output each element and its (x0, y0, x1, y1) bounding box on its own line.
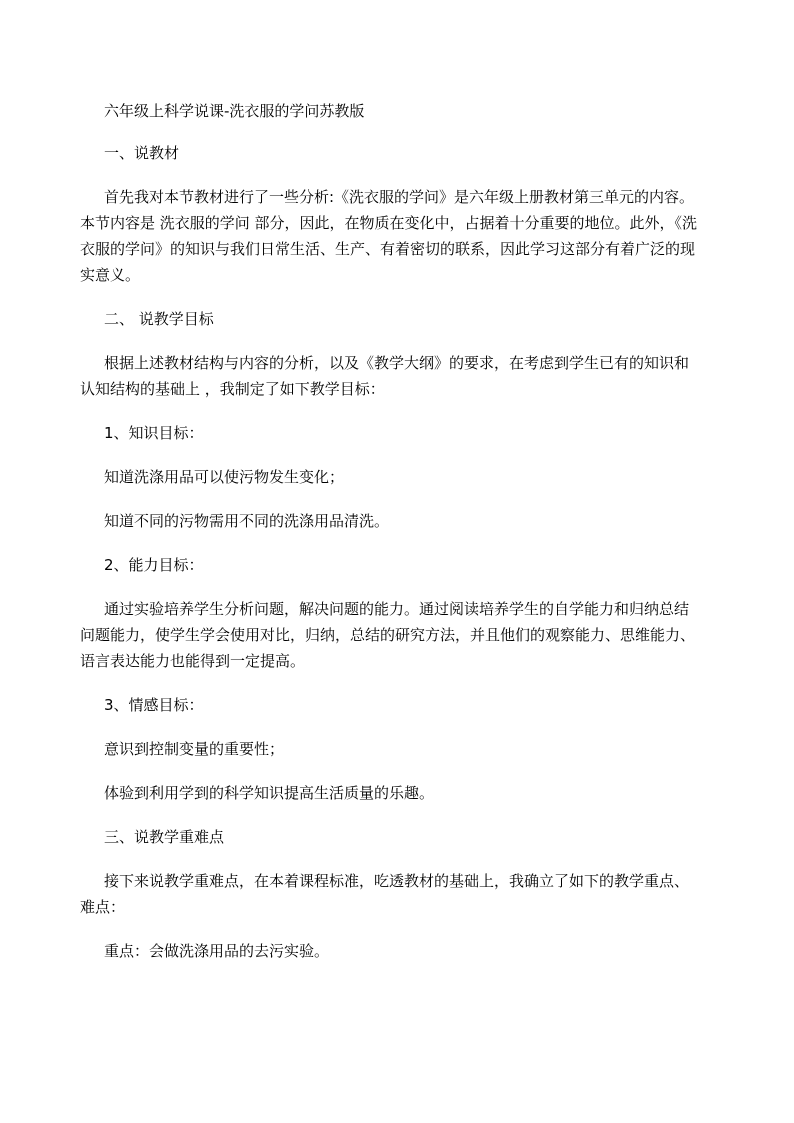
paragraph-key-difficulties (80, 868, 724, 920)
document-content (80, 98, 724, 982)
paragraph-line: 衣服的学问》的知识与我们日常生活、生产、有着密切的联系，因此学习这部分有着广泛的现 (80, 240, 696, 258)
paragraph-line: 接下来说教学重难点，在本着课程标准，吃透教材的基础上，我确立了如下的教学重点、 (104, 872, 690, 890)
paragraph-material-analysis (80, 184, 724, 288)
section-heading-key-difficulties: 三、说教学重难点 (104, 828, 225, 846)
knowledge-objective-item: 知道洗涤用品可以使污物发生变化； (104, 468, 345, 486)
paragraph-line: 认知结构的基础上 ，我制定了如下教学目标： (80, 380, 385, 398)
paragraph-line: 问题能力，使学生学会使用对比，归纳，总结的研究方法，并且他们的观察能力、思维能力、 (80, 626, 696, 644)
paragraph-line: 通过实验培养学生分析问题，解决问题的能力。通过阅读培养学生的自学能力和归纳总结 (104, 600, 690, 618)
emotion-objective-item: 意识到控制变量的重要性； (104, 740, 285, 758)
ability-objective-heading: 2、能力目标： (104, 556, 204, 574)
knowledge-objective-item: 知道不同的污物需用不同的洗涤用品清洗。 (104, 512, 390, 530)
paragraph-line: 语言表达能力也能得到一定提高。 (80, 652, 306, 670)
section-heading-teaching-objectives: 二、 说教学目标 (104, 310, 214, 328)
emotion-objective-heading: 3、情感目标： (104, 696, 204, 714)
paragraph-line: 本节内容是 洗衣服的学问 部分，因此，在物质在变化中，占据着十分重要的地位。此外，《洗 (80, 214, 698, 232)
paragraph-line: 实意义。 (80, 266, 141, 284)
paragraph-line: 根据上述教材结构与内容的分析，以及《教学大纲》的要求，在考虑到学生已有的知识和 (104, 354, 690, 372)
knowledge-objective-heading: 1、知识目标： (104, 424, 204, 442)
paragraph-ability-objective (80, 596, 724, 674)
paragraph-line: 首先我对本节教材进行了一些分析:《洗衣服的学问》是六年级上册教材第三单元的内容。 (104, 188, 695, 206)
paragraph-line: 难点： (80, 898, 126, 916)
emotion-objective-item: 体验到利用学到的科学知识提高生活质量的乐趣。 (104, 784, 435, 802)
section-heading-teaching-material: 一、说教材 (104, 144, 180, 162)
document-title: 六年级上科学说课-洗衣服的学问苏教版 (104, 102, 365, 120)
paragraph-objectives-intro (80, 350, 724, 402)
key-point-item: 重点：会做洗涤用品的去污实验。 (104, 942, 330, 960)
